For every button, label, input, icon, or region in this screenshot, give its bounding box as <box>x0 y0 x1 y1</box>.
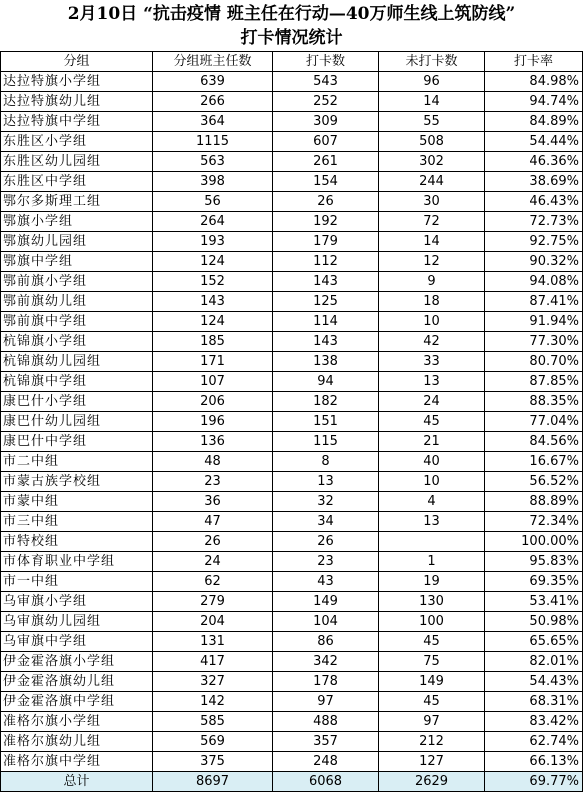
cell-rate: 91.94% <box>485 312 583 332</box>
cell-teachers: 364 <box>153 112 273 132</box>
cell-checked-in: 114 <box>273 312 379 332</box>
cell-teachers: 107 <box>153 372 273 392</box>
cell-group: 鄂旗幼儿园组 <box>1 232 153 252</box>
cell-rate: 88.89% <box>485 492 583 512</box>
table-body <box>1 72 583 772</box>
cell-teachers: 585 <box>153 712 273 732</box>
cell-rate: 16.67% <box>485 452 583 472</box>
cell-checked-in: 34 <box>273 512 379 532</box>
cell-rate: 56.52% <box>485 472 583 492</box>
cell-teachers: 152 <box>153 272 273 292</box>
cell-not-checked-in: 19 <box>379 572 485 592</box>
cell-not-checked-in: 302 <box>379 152 485 172</box>
cell-group: 杭锦旗中学组 <box>1 372 153 392</box>
table-row <box>1 212 583 232</box>
cell-rate: 84.89% <box>485 112 583 132</box>
cell-checked-in: 43 <box>273 572 379 592</box>
cell-not-checked-in: 14 <box>379 92 485 112</box>
document-title <box>0 0 583 52</box>
cell-group: 市一中组 <box>1 572 153 592</box>
cell-rate: 68.31% <box>485 692 583 712</box>
table-row <box>1 452 583 472</box>
cell-teachers: 206 <box>153 392 273 412</box>
cell-checked-in: 143 <box>273 272 379 292</box>
cell-checked-in: 607 <box>273 132 379 152</box>
cell-checked-in: 86 <box>273 632 379 652</box>
cell-teachers: 56 <box>153 192 273 212</box>
cell-not-checked-in: 100 <box>379 612 485 632</box>
cell-not-checked-in: 149 <box>379 672 485 692</box>
table-row <box>1 292 583 312</box>
cell-not-checked-in: 97 <box>379 712 485 732</box>
cell-not-checked-in: 14 <box>379 232 485 252</box>
cell-teachers: 26 <box>153 532 273 552</box>
total-row <box>1 772 583 792</box>
table-row <box>1 712 583 732</box>
cell-teachers: 185 <box>153 332 273 352</box>
cell-teachers: 417 <box>153 652 273 672</box>
cell-checked-in: 26 <box>273 192 379 212</box>
cell-not-checked-in: 12 <box>379 252 485 272</box>
cell-teachers: 266 <box>153 92 273 112</box>
cell-not-checked-in: 24 <box>379 392 485 412</box>
cell-not-checked-in <box>379 532 485 552</box>
cell-teachers: 569 <box>153 732 273 752</box>
table-row <box>1 312 583 332</box>
table-row <box>1 492 583 512</box>
cell-rate: 65.65% <box>485 632 583 652</box>
cell-group: 东胜区中学组 <box>1 172 153 192</box>
cell-not-checked-in: 33 <box>379 352 485 372</box>
cell-rate: 87.41% <box>485 292 583 312</box>
cell-checked-in: 154 <box>273 172 379 192</box>
cell-teachers: 171 <box>153 352 273 372</box>
cell-rate: 72.73% <box>485 212 583 232</box>
cell-not-checked-in: 42 <box>379 332 485 352</box>
cell-rate: 50.98% <box>485 612 583 632</box>
table-row <box>1 532 583 552</box>
cell-group: 杭锦旗幼儿园组 <box>1 352 153 372</box>
cell-teachers: 143 <box>153 292 273 312</box>
cell-teachers: 136 <box>153 432 273 452</box>
table-row <box>1 612 583 632</box>
cell-checked-in: 261 <box>273 152 379 172</box>
cell-teachers: 24 <box>153 552 273 572</box>
cell-teachers: 264 <box>153 212 273 232</box>
header-not-checked-in: 未打卡数 <box>379 52 485 72</box>
table-row <box>1 172 583 192</box>
cell-group: 乌审旗幼儿园组 <box>1 612 153 632</box>
cell-not-checked-in: 30 <box>379 192 485 212</box>
cell-group: 市蒙古族学校组 <box>1 472 153 492</box>
total-not-checked-in: 2629 <box>379 772 485 792</box>
cell-checked-in: 115 <box>273 432 379 452</box>
cell-group: 鄂前旗小学组 <box>1 272 153 292</box>
cell-not-checked-in: 21 <box>379 432 485 452</box>
cell-not-checked-in: 13 <box>379 372 485 392</box>
cell-rate: 53.41% <box>485 592 583 612</box>
cell-rate: 77.04% <box>485 412 583 432</box>
cell-teachers: 398 <box>153 172 273 192</box>
title-line-2: 打卡情况统计 <box>240 28 343 48</box>
table-row <box>1 672 583 692</box>
cell-not-checked-in: 45 <box>379 632 485 652</box>
table-row <box>1 632 583 652</box>
table-row <box>1 232 583 252</box>
table-row <box>1 272 583 292</box>
cell-checked-in: 192 <box>273 212 379 232</box>
cell-rate: 80.70% <box>485 352 583 372</box>
total-checked-in: 6068 <box>273 772 379 792</box>
cell-group: 鄂旗中学组 <box>1 252 153 272</box>
table-row <box>1 352 583 372</box>
cell-checked-in: 94 <box>273 372 379 392</box>
cell-checked-in: 13 <box>273 472 379 492</box>
cell-checked-in: 342 <box>273 652 379 672</box>
checkin-stats-table <box>0 51 583 792</box>
table-row <box>1 692 583 712</box>
cell-checked-in: 97 <box>273 692 379 712</box>
table-row <box>1 92 583 112</box>
table-row <box>1 732 583 752</box>
cell-group: 市三中组 <box>1 512 153 532</box>
cell-rate: 66.13% <box>485 752 583 772</box>
cell-group: 市蒙中组 <box>1 492 153 512</box>
cell-teachers: 124 <box>153 312 273 332</box>
table-row <box>1 192 583 212</box>
cell-group: 杭锦旗小学组 <box>1 332 153 352</box>
cell-checked-in: 104 <box>273 612 379 632</box>
total-teachers: 8697 <box>153 772 273 792</box>
table-row <box>1 332 583 352</box>
cell-teachers: 375 <box>153 752 273 772</box>
cell-checked-in: 543 <box>273 72 379 92</box>
total-rate: 69.77% <box>485 772 583 792</box>
cell-group: 伊金霍洛旗幼儿组 <box>1 672 153 692</box>
cell-teachers: 204 <box>153 612 273 632</box>
table-row <box>1 72 583 92</box>
cell-not-checked-in: 4 <box>379 492 485 512</box>
cell-not-checked-in: 13 <box>379 512 485 532</box>
cell-rate: 83.42% <box>485 712 583 732</box>
cell-rate: 100.00% <box>485 532 583 552</box>
cell-checked-in: 151 <box>273 412 379 432</box>
table-header-row <box>1 52 583 72</box>
cell-rate: 95.83% <box>485 552 583 572</box>
cell-rate: 94.74% <box>485 92 583 112</box>
cell-not-checked-in: 9 <box>379 272 485 292</box>
cell-checked-in: 8 <box>273 452 379 472</box>
cell-group: 鄂前旗中学组 <box>1 312 153 332</box>
table-row <box>1 132 583 152</box>
cell-teachers: 131 <box>153 632 273 652</box>
cell-checked-in: 488 <box>273 712 379 732</box>
cell-group: 康巴什中学组 <box>1 432 153 452</box>
cell-checked-in: 138 <box>273 352 379 372</box>
cell-rate: 90.32% <box>485 252 583 272</box>
cell-not-checked-in: 244 <box>379 172 485 192</box>
cell-group: 伊金霍洛旗中学组 <box>1 692 153 712</box>
cell-not-checked-in: 96 <box>379 72 485 92</box>
cell-group: 鄂前旗幼儿组 <box>1 292 153 312</box>
cell-rate: 54.43% <box>485 672 583 692</box>
cell-not-checked-in: 10 <box>379 472 485 492</box>
cell-group: 市体育职业中学组 <box>1 552 153 572</box>
cell-checked-in: 178 <box>273 672 379 692</box>
cell-rate: 84.56% <box>485 432 583 452</box>
table-row <box>1 112 583 132</box>
cell-rate: 54.44% <box>485 132 583 152</box>
cell-not-checked-in: 75 <box>379 652 485 672</box>
cell-group: 东胜区小学组 <box>1 132 153 152</box>
cell-checked-in: 252 <box>273 92 379 112</box>
cell-teachers: 563 <box>153 152 273 172</box>
table-row <box>1 512 583 532</box>
cell-not-checked-in: 45 <box>379 412 485 432</box>
cell-teachers: 47 <box>153 512 273 532</box>
cell-rate: 62.74% <box>485 732 583 752</box>
total-label: 总计 <box>1 772 153 792</box>
cell-teachers: 1115 <box>153 132 273 152</box>
cell-group: 康巴什小学组 <box>1 392 153 412</box>
cell-not-checked-in: 45 <box>379 692 485 712</box>
cell-checked-in: 149 <box>273 592 379 612</box>
cell-teachers: 23 <box>153 472 273 492</box>
cell-checked-in: 248 <box>273 752 379 772</box>
cell-checked-in: 182 <box>273 392 379 412</box>
cell-teachers: 639 <box>153 72 273 92</box>
cell-group: 伊金霍洛旗小学组 <box>1 652 153 672</box>
cell-rate: 77.30% <box>485 332 583 352</box>
cell-checked-in: 112 <box>273 252 379 272</box>
cell-group: 准格尔旗小学组 <box>1 712 153 732</box>
cell-group: 准格尔旗幼儿组 <box>1 732 153 752</box>
cell-group: 乌审旗中学组 <box>1 632 153 652</box>
header-checked-in: 打卡数 <box>273 52 379 72</box>
cell-checked-in: 179 <box>273 232 379 252</box>
cell-group: 鄂旗小学组 <box>1 212 153 232</box>
cell-not-checked-in: 18 <box>379 292 485 312</box>
cell-group: 东胜区幼儿园组 <box>1 152 153 172</box>
cell-checked-in: 143 <box>273 332 379 352</box>
cell-checked-in: 357 <box>273 732 379 752</box>
table-row <box>1 252 583 272</box>
cell-teachers: 142 <box>153 692 273 712</box>
cell-checked-in: 23 <box>273 552 379 572</box>
cell-not-checked-in: 212 <box>379 732 485 752</box>
header-group: 分组 <box>1 52 153 72</box>
cell-rate: 82.01% <box>485 652 583 672</box>
cell-teachers: 193 <box>153 232 273 252</box>
table-row <box>1 592 583 612</box>
cell-rate: 69.35% <box>485 572 583 592</box>
cell-group: 市二中组 <box>1 452 153 472</box>
table-row <box>1 572 583 592</box>
table-row <box>1 412 583 432</box>
cell-teachers: 62 <box>153 572 273 592</box>
cell-teachers: 36 <box>153 492 273 512</box>
cell-teachers: 48 <box>153 452 273 472</box>
header-rate: 打卡率 <box>485 52 583 72</box>
cell-teachers: 279 <box>153 592 273 612</box>
cell-rate: 72.34% <box>485 512 583 532</box>
cell-group: 达拉特旗幼儿组 <box>1 92 153 112</box>
table-row <box>1 652 583 672</box>
cell-group: 达拉特旗小学组 <box>1 72 153 92</box>
table-row <box>1 472 583 492</box>
cell-not-checked-in: 72 <box>379 212 485 232</box>
cell-checked-in: 309 <box>273 112 379 132</box>
header-teachers: 分组班主任数 <box>153 52 273 72</box>
cell-rate: 84.98% <box>485 72 583 92</box>
cell-not-checked-in: 508 <box>379 132 485 152</box>
cell-group: 康巴什幼儿园组 <box>1 412 153 432</box>
cell-teachers: 124 <box>153 252 273 272</box>
title-line-1: 2月10日 “抗击疫情 班主任在行动—40万师生线上筑防线” <box>67 4 516 24</box>
cell-group: 鄂尔多斯理工组 <box>1 192 153 212</box>
table-row <box>1 372 583 392</box>
cell-teachers: 196 <box>153 412 273 432</box>
cell-not-checked-in: 40 <box>379 452 485 472</box>
cell-checked-in: 125 <box>273 292 379 312</box>
cell-group: 准格尔旗中学组 <box>1 752 153 772</box>
cell-rate: 46.43% <box>485 192 583 212</box>
cell-rate: 88.35% <box>485 392 583 412</box>
cell-not-checked-in: 130 <box>379 592 485 612</box>
table-row <box>1 752 583 772</box>
cell-not-checked-in: 10 <box>379 312 485 332</box>
cell-teachers: 327 <box>153 672 273 692</box>
cell-rate: 87.85% <box>485 372 583 392</box>
cell-rate: 94.08% <box>485 272 583 292</box>
cell-rate: 46.36% <box>485 152 583 172</box>
cell-checked-in: 26 <box>273 532 379 552</box>
cell-rate: 92.75% <box>485 232 583 252</box>
cell-group: 市特校组 <box>1 532 153 552</box>
cell-not-checked-in: 55 <box>379 112 485 132</box>
cell-not-checked-in: 127 <box>379 752 485 772</box>
cell-group: 达拉特旗中学组 <box>1 112 153 132</box>
cell-not-checked-in: 1 <box>379 552 485 572</box>
cell-group: 乌审旗小学组 <box>1 592 153 612</box>
table-row <box>1 552 583 572</box>
table-row <box>1 152 583 172</box>
cell-rate: 38.69% <box>485 172 583 192</box>
table-row <box>1 432 583 452</box>
table-row <box>1 392 583 412</box>
cell-checked-in: 32 <box>273 492 379 512</box>
